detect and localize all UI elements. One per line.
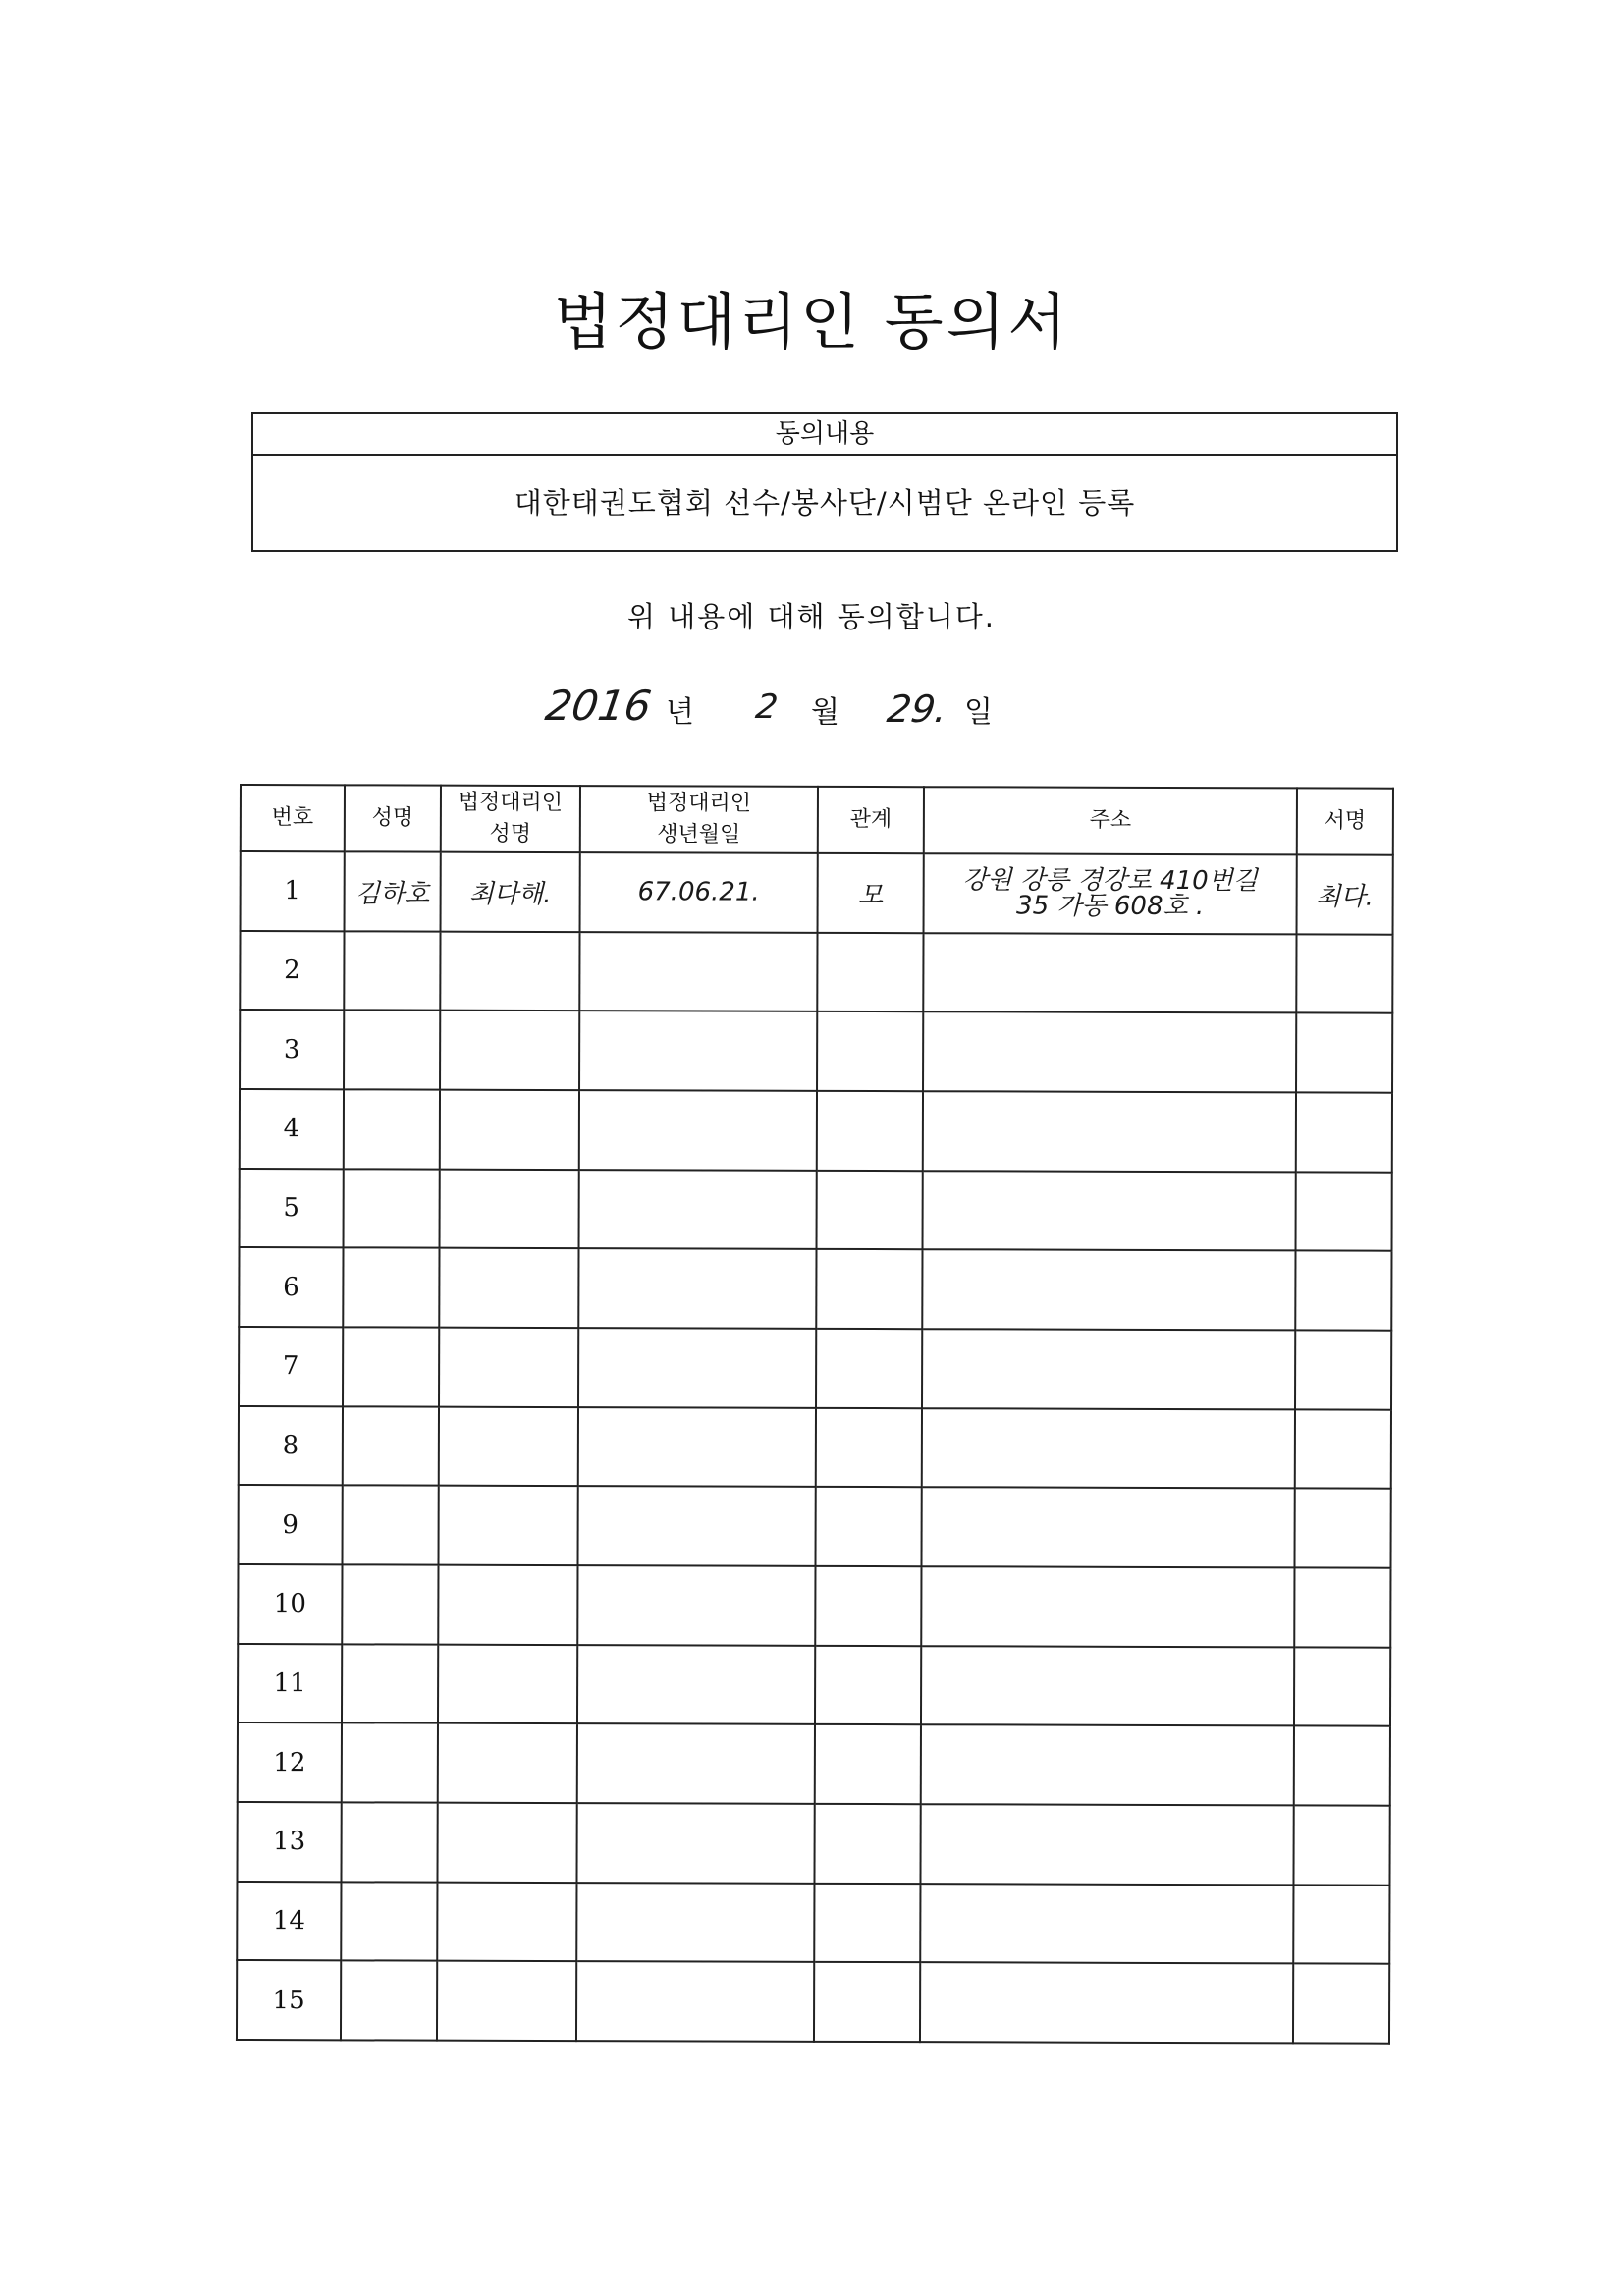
consent-header: 동의내용 bbox=[253, 414, 1396, 456]
row-number-cell: 7 bbox=[239, 1327, 343, 1406]
table-row bbox=[240, 1089, 1392, 1172]
date-month-label: 월 bbox=[811, 695, 839, 730]
address-line1: 강원 강릉 경강로 410번길 bbox=[962, 865, 1258, 897]
signature-cell bbox=[1293, 1964, 1389, 2044]
date-month-handwritten: 2 bbox=[753, 687, 781, 727]
date-year-label: 년 bbox=[666, 695, 694, 730]
row-number-cell: 12 bbox=[238, 1722, 342, 1802]
address-cell bbox=[920, 1962, 1293, 2043]
header-guardian-birth bbox=[580, 786, 818, 853]
row-number-cell: 5 bbox=[240, 1169, 344, 1248]
guardian-birthdate-cell bbox=[576, 1961, 814, 2042]
student-name-cell bbox=[342, 1723, 438, 1803]
student-name-cell bbox=[343, 1406, 439, 1486]
address-line2 bbox=[923, 1368, 1294, 1369]
consent-text: 대한태권도협회 선수/봉사단/시범단 온라인 등록 bbox=[514, 486, 1136, 519]
student-name-cell bbox=[341, 1961, 437, 2041]
agreement-statement: 위 내용에 대해 동의합니다. bbox=[626, 600, 997, 633]
relation-cell bbox=[816, 1249, 922, 1329]
address-line2 bbox=[923, 1289, 1294, 1290]
guardian-name-cell bbox=[438, 1723, 577, 1803]
address-line1 bbox=[922, 1765, 1293, 1766]
guardian-birthdate-cell bbox=[578, 1407, 816, 1487]
student-name-cell bbox=[341, 1802, 437, 1882]
relation-cell: 모 bbox=[818, 853, 924, 933]
guardian-birthdate-cell bbox=[578, 1328, 816, 1407]
header-guardian-name bbox=[441, 786, 580, 852]
signature-cell bbox=[1296, 934, 1392, 1013]
address-cell bbox=[922, 1408, 1295, 1489]
guardian-name-cell: 최다해. bbox=[441, 852, 580, 932]
row-number-cell: 8 bbox=[239, 1406, 343, 1486]
row-number-cell: 1 bbox=[241, 851, 345, 931]
guardian-name-cell bbox=[439, 1248, 578, 1328]
table-header-row bbox=[241, 785, 1393, 855]
table-row bbox=[240, 1010, 1392, 1092]
guardian-birthdate-cell bbox=[577, 1645, 815, 1724]
relation-cell bbox=[814, 1804, 920, 1884]
table-row bbox=[241, 851, 1393, 934]
address-cell bbox=[924, 853, 1297, 934]
address-line1 bbox=[924, 1130, 1295, 1131]
header-guardian-birth-line1: 법정대리인 bbox=[646, 791, 752, 816]
student-name-cell bbox=[343, 1327, 439, 1406]
address-line2 bbox=[922, 1765, 1293, 1766]
address-line1 bbox=[923, 1368, 1294, 1369]
address-line2 bbox=[921, 2002, 1292, 2003]
signature-cell bbox=[1293, 1885, 1389, 1964]
address-cell bbox=[923, 1091, 1296, 1172]
row-number-cell: 10 bbox=[238, 1564, 342, 1644]
address-line2 bbox=[924, 1130, 1295, 1131]
table-row bbox=[238, 1564, 1390, 1647]
address-line2 bbox=[922, 1843, 1293, 1844]
guardian-birthdate-cell bbox=[576, 1883, 814, 1962]
header-number: 번호 bbox=[241, 785, 345, 851]
header-name: 성명 bbox=[345, 785, 441, 851]
guardian-birthdate-cell bbox=[579, 932, 817, 1011]
address-cell bbox=[921, 1487, 1294, 1567]
address-cell bbox=[920, 1884, 1293, 1964]
row-number-cell: 11 bbox=[238, 1644, 342, 1723]
address-line1 bbox=[922, 1606, 1293, 1607]
header-relation: 관계 bbox=[818, 787, 924, 853]
signature-cell bbox=[1294, 1647, 1390, 1726]
address-line1 bbox=[923, 1448, 1294, 1449]
relation-cell bbox=[816, 1407, 922, 1487]
signature-cell bbox=[1296, 1092, 1392, 1172]
row-number-cell: 9 bbox=[239, 1485, 343, 1564]
student-name-cell: 김하호 bbox=[345, 851, 441, 931]
guardian-name-cell bbox=[438, 1565, 577, 1645]
signature-cell bbox=[1296, 1172, 1392, 1251]
row-number-cell: 6 bbox=[239, 1247, 343, 1327]
guardian-name-cell bbox=[439, 1486, 578, 1565]
row-number-cell: 3 bbox=[240, 1010, 344, 1089]
address-line1 bbox=[923, 1527, 1294, 1528]
guardian-birthdate-cell bbox=[577, 1723, 815, 1803]
table-row bbox=[239, 1485, 1391, 1567]
signature-cell bbox=[1294, 1489, 1390, 1568]
table-row bbox=[240, 931, 1392, 1013]
address-line2 bbox=[922, 1685, 1293, 1686]
address-line1 bbox=[924, 972, 1295, 973]
address-cell bbox=[921, 1566, 1294, 1647]
address-line2 bbox=[924, 1052, 1295, 1053]
signature-cell bbox=[1293, 1805, 1389, 1885]
guardian-name-cell bbox=[437, 1961, 576, 2041]
address-line2 bbox=[923, 1527, 1294, 1528]
student-name-cell bbox=[342, 1644, 438, 1723]
guardian-name-cell bbox=[440, 1011, 579, 1090]
guardian-name-cell bbox=[440, 931, 579, 1011]
address-cell bbox=[922, 1249, 1295, 1330]
address-line1 bbox=[921, 1923, 1292, 1924]
row-number-cell: 15 bbox=[237, 1960, 341, 2040]
header-guardian-birth-line2: 생년월일 bbox=[657, 822, 741, 847]
address-cell bbox=[922, 1329, 1295, 1409]
address-line2 bbox=[921, 1923, 1292, 1924]
guardian-name-cell bbox=[440, 1169, 579, 1248]
address-line1 bbox=[924, 1052, 1295, 1053]
relation-cell bbox=[817, 1011, 923, 1091]
header-guardian-name-line2: 성명 bbox=[489, 821, 532, 847]
student-name-cell bbox=[344, 1011, 440, 1090]
student-name-cell bbox=[342, 1564, 438, 1644]
consent-content-box bbox=[251, 412, 1398, 552]
address-cell bbox=[921, 1724, 1294, 1805]
row-number-cell: 4 bbox=[240, 1089, 344, 1169]
address-line2 bbox=[923, 1448, 1294, 1449]
address-cell bbox=[923, 1171, 1296, 1251]
guardian-birthdate-cell bbox=[578, 1248, 816, 1328]
table-row bbox=[237, 1882, 1389, 1964]
signature-cell bbox=[1294, 1567, 1390, 1647]
table-row bbox=[239, 1327, 1391, 1409]
guardian-name-cell bbox=[437, 1882, 576, 1961]
relation-cell bbox=[815, 1487, 921, 1566]
guardian-birthdate-cell bbox=[579, 1011, 817, 1090]
header-address: 주소 bbox=[924, 787, 1297, 854]
address-line2 bbox=[924, 1210, 1295, 1211]
student-name-cell bbox=[344, 1089, 440, 1169]
guardian-birthdate-cell: 67.06.21. bbox=[580, 852, 818, 932]
row-number-cell: 13 bbox=[237, 1802, 341, 1882]
student-name-cell bbox=[344, 931, 440, 1011]
signature-cell: 최다. bbox=[1297, 854, 1393, 934]
guardian-birthdate-cell bbox=[577, 1565, 815, 1645]
row-number-cell: 14 bbox=[237, 1882, 341, 1961]
address-line1 bbox=[923, 1289, 1294, 1290]
address-line2 bbox=[922, 1606, 1293, 1607]
guardian-name-cell bbox=[439, 1406, 578, 1486]
student-name-cell bbox=[343, 1248, 439, 1328]
date-day-handwritten: 29. bbox=[884, 687, 950, 731]
student-name-cell bbox=[343, 1486, 439, 1565]
guardian-birthdate-cell bbox=[576, 1803, 814, 1883]
guardian-name-cell bbox=[438, 1644, 577, 1723]
table-row bbox=[238, 1722, 1390, 1805]
guardian-name-cell bbox=[437, 1803, 576, 1883]
table-row bbox=[237, 1960, 1389, 2044]
relation-cell bbox=[815, 1724, 921, 1804]
address-cell bbox=[920, 1804, 1293, 1885]
document-title: 법정대리인 동의서 bbox=[553, 286, 1070, 357]
address-line1 bbox=[921, 2002, 1292, 2003]
guardian-name-cell bbox=[439, 1328, 578, 1407]
address-line1 bbox=[922, 1685, 1293, 1686]
relation-cell bbox=[817, 933, 923, 1012]
address-cell bbox=[923, 933, 1296, 1013]
address-line1 bbox=[924, 1210, 1295, 1211]
address-line1 bbox=[922, 1843, 1293, 1844]
header-guardian-name-line1: 법정대리인 bbox=[458, 790, 564, 816]
row-number-cell: 2 bbox=[240, 931, 344, 1011]
table-row bbox=[239, 1247, 1391, 1330]
signature-cell bbox=[1295, 1330, 1391, 1409]
table-row bbox=[238, 1644, 1390, 1726]
relation-cell bbox=[817, 1170, 923, 1249]
header-signature: 서명 bbox=[1297, 788, 1393, 854]
address-line2: 35 가동 608호 . bbox=[1016, 891, 1205, 922]
registration-table bbox=[236, 784, 1394, 2045]
student-name-cell bbox=[344, 1169, 440, 1248]
address-cell bbox=[921, 1646, 1294, 1726]
signature-cell bbox=[1295, 1409, 1391, 1489]
table-row bbox=[239, 1406, 1391, 1489]
table-row bbox=[240, 1169, 1392, 1251]
student-name-cell bbox=[341, 1882, 437, 1961]
relation-cell bbox=[815, 1566, 921, 1646]
relation-cell bbox=[814, 1883, 920, 1962]
date-year-handwritten: 2016 bbox=[542, 682, 655, 730]
date-day-label: 일 bbox=[964, 695, 993, 730]
address-cell bbox=[923, 1012, 1296, 1093]
signature-cell bbox=[1294, 1726, 1390, 1806]
relation-cell bbox=[816, 1329, 922, 1408]
address-line2 bbox=[924, 972, 1295, 973]
signature-cell bbox=[1295, 1251, 1391, 1331]
table-row bbox=[237, 1802, 1389, 1885]
relation-cell bbox=[815, 1645, 921, 1724]
guardian-birthdate-cell bbox=[578, 1486, 816, 1565]
relation-cell bbox=[817, 1091, 923, 1171]
guardian-birthdate-cell bbox=[579, 1170, 817, 1249]
relation-cell bbox=[814, 1962, 920, 2042]
guardian-birthdate-cell bbox=[579, 1090, 817, 1170]
guardian-name-cell bbox=[440, 1090, 579, 1170]
signature-cell bbox=[1296, 1013, 1392, 1093]
